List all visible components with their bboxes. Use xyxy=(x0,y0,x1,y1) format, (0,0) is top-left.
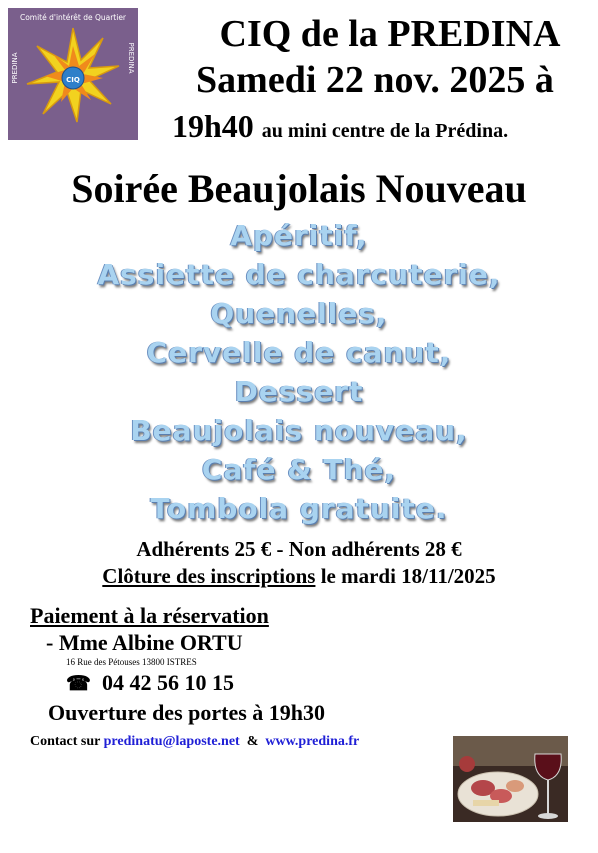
contact-person: - Mme Albine ORTU xyxy=(46,630,243,655)
address: 16 Rue des Pétouses 13800 ISTRES xyxy=(66,657,197,667)
contact-separator: & xyxy=(239,734,266,749)
phone-number: 04 42 56 10 15 xyxy=(102,670,234,695)
event-time: 19h40 xyxy=(172,108,254,144)
menu-item: Café & Thé, xyxy=(201,453,397,486)
menu-item: Dessert xyxy=(234,375,364,408)
payment-title: Paiement à la réservation xyxy=(30,603,269,628)
registration-closing xyxy=(0,562,598,590)
logo-ring-text-right: PREDINA xyxy=(127,42,135,74)
event-date: Samedi 22 nov. 2025 à xyxy=(196,59,554,101)
page-title: CIQ de la PREDINA xyxy=(219,13,561,55)
telephone-icon: ☎ xyxy=(66,673,91,695)
menu-item: Beaujolais nouveau, xyxy=(130,414,468,447)
closing-label: Clôture des inscriptions xyxy=(102,564,316,588)
email-link[interactable]: predinatu@laposte.net xyxy=(103,734,240,749)
contact-prefix: Contact sur xyxy=(30,734,104,749)
doors-opening: Ouverture des portes à 19h30 xyxy=(48,700,326,725)
time-and-place xyxy=(172,106,592,151)
event-title: Soirée Beaujolais Nouveau xyxy=(71,166,527,211)
prices: Adhérents 25 € - Non adhérents 28 € xyxy=(136,537,462,561)
event-place: au mini centre de la Prédina. xyxy=(261,120,509,142)
menu-item: Apéritif, xyxy=(230,219,368,252)
logo-ring-text-left: PREDINA xyxy=(11,52,19,84)
menu-item: Tombola gratuite. xyxy=(150,492,448,525)
menu-item: Cervelle de canut, xyxy=(146,336,452,369)
menu-item: Assiette de charcuterie, xyxy=(97,258,501,291)
logo-center-text: CIQ xyxy=(66,76,80,84)
ciq-logo xyxy=(8,8,138,140)
wine-charcuterie-photo xyxy=(453,736,568,822)
website-link[interactable]: www.predina.fr xyxy=(265,734,360,749)
menu-list xyxy=(0,216,598,528)
menu-item: Quenelles, xyxy=(210,297,388,330)
phone-row xyxy=(66,669,234,698)
logo-ring-text-top: Comité d'intérêt de Quartier xyxy=(19,13,127,22)
contact-line xyxy=(30,733,359,751)
closing-date: le mardi 18/11/2025 xyxy=(315,564,496,588)
